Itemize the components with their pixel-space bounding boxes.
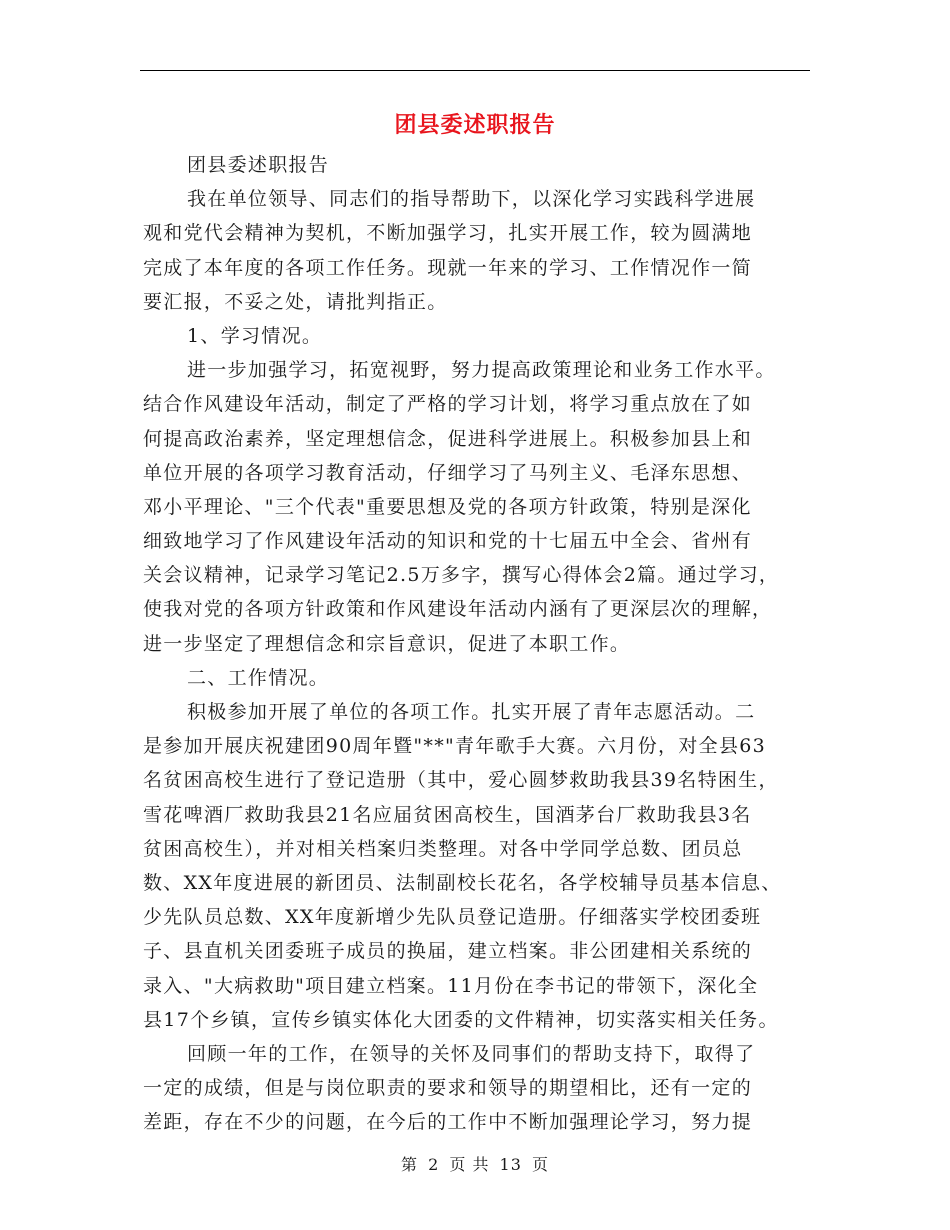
text-line: 团县委述职报告	[187, 154, 330, 176]
text-line: 是参加开展庆祝建团90周年暨"**"青年歌手大赛。六月份，对全县63	[143, 735, 767, 758]
page-footer	[0, 1153, 950, 1177]
text-line: 完成了本年度的各项工作任务。现就一年来的学习、工作情况作一简	[143, 256, 753, 279]
text-line: 要汇报，不妥之处，请批判指正。	[143, 290, 448, 313]
text-line: 贫困高校生），并对相关档案归类整理。对各中学同学总数、团员总	[143, 837, 743, 860]
text-line: 积极参加开展了单位的各项工作。扎实开展了青年志愿活动。二	[187, 701, 756, 723]
text-line: 差距，存在不少的问题，在今后的工作中不断加强理论学习，努力提	[143, 1111, 753, 1134]
text-line: 录入、"大病救助"项目建立档案。11月份在李书记的带领下，深化全	[143, 974, 759, 997]
text-line: 县17个乡镇，宣传乡镇实体化大团委的文件精神，切实落实相关任务。	[143, 1008, 779, 1031]
text-line: 雪花啤酒厂救助我县21名应届贫困高校生，国酒茅台厂救助我县3名	[143, 803, 752, 826]
text-line: 关会议精神，记录学习笔记2.5万多字，撰写心得体会2篇。通过学习，	[143, 564, 780, 587]
document-title: 团县委述职报告	[394, 112, 556, 138]
footer-middle: 页 共	[449, 1155, 490, 1174]
text-line: 数、XX年度进展的新团员、法制副校长花名，各学校辅导员基本信息、	[143, 871, 782, 894]
text-line: 名贫困高校生进行了登记造册（其中，爱心圆梦救助我县39名特困生，	[143, 769, 779, 792]
text-line: 邓小平理论、"三个代表"重要思想及党的各项方针政策，特别是深化	[143, 495, 752, 518]
footer-suffix: 页	[532, 1155, 550, 1174]
text-line: 少先队员总数、XX年度新增少先队员登记造册。仔细落实学校团委班	[143, 906, 762, 929]
text-line: 使我对党的各项方针政策和作风建设年活动内涵有了更深层次的理解，	[143, 598, 773, 621]
text-line: 回顾一年的工作，在领导的关怀及同事们的帮助支持下，取得了	[187, 1042, 756, 1065]
text-line: 1、学习情况。	[187, 324, 323, 347]
text-line: 细致地学习了作风建设年活动的知识和党的十七届五中全会、省州有	[143, 530, 753, 553]
text-line: 何提高政治素养，坚定理想信念，促进科学进展上。积极参加县上和	[143, 427, 753, 450]
document-body	[143, 148, 823, 1139]
text-line: 结合作风建设年活动，制定了严格的学习计划，将学习重点放在了如	[143, 393, 753, 416]
text-line: 我在单位领导、同志们的指导帮助下，以深化学习实践科学进展	[187, 188, 756, 211]
text-line: 二、工作情况。	[187, 666, 330, 689]
text-line: 一定的成绩，但是与岗位职责的要求和领导的期望相比，还有一定的	[143, 1077, 753, 1100]
text-line: 进一步加强学习，拓宽视野，努力提高政策理论和业务工作水平。	[187, 359, 776, 382]
text-line: 观和党代会精神为契机，不断加强学习，扎实开展工作，较为圆满地	[143, 222, 753, 245]
footer-total-pages: 13	[499, 1155, 522, 1174]
header-rule	[140, 70, 810, 71]
text-line: 子、县直机关团委班子成员的换届，建立档案。非公团建相关系统的	[143, 940, 753, 963]
text-line: 单位开展的各项学习教育活动，仔细学习了马列主义、毛泽东思想、	[143, 461, 753, 484]
footer-current-page: 2	[428, 1155, 440, 1174]
footer-prefix: 第	[400, 1155, 418, 1174]
text-line: 进一步坚定了理想信念和宗旨意识，促进了本职工作。	[143, 632, 631, 655]
